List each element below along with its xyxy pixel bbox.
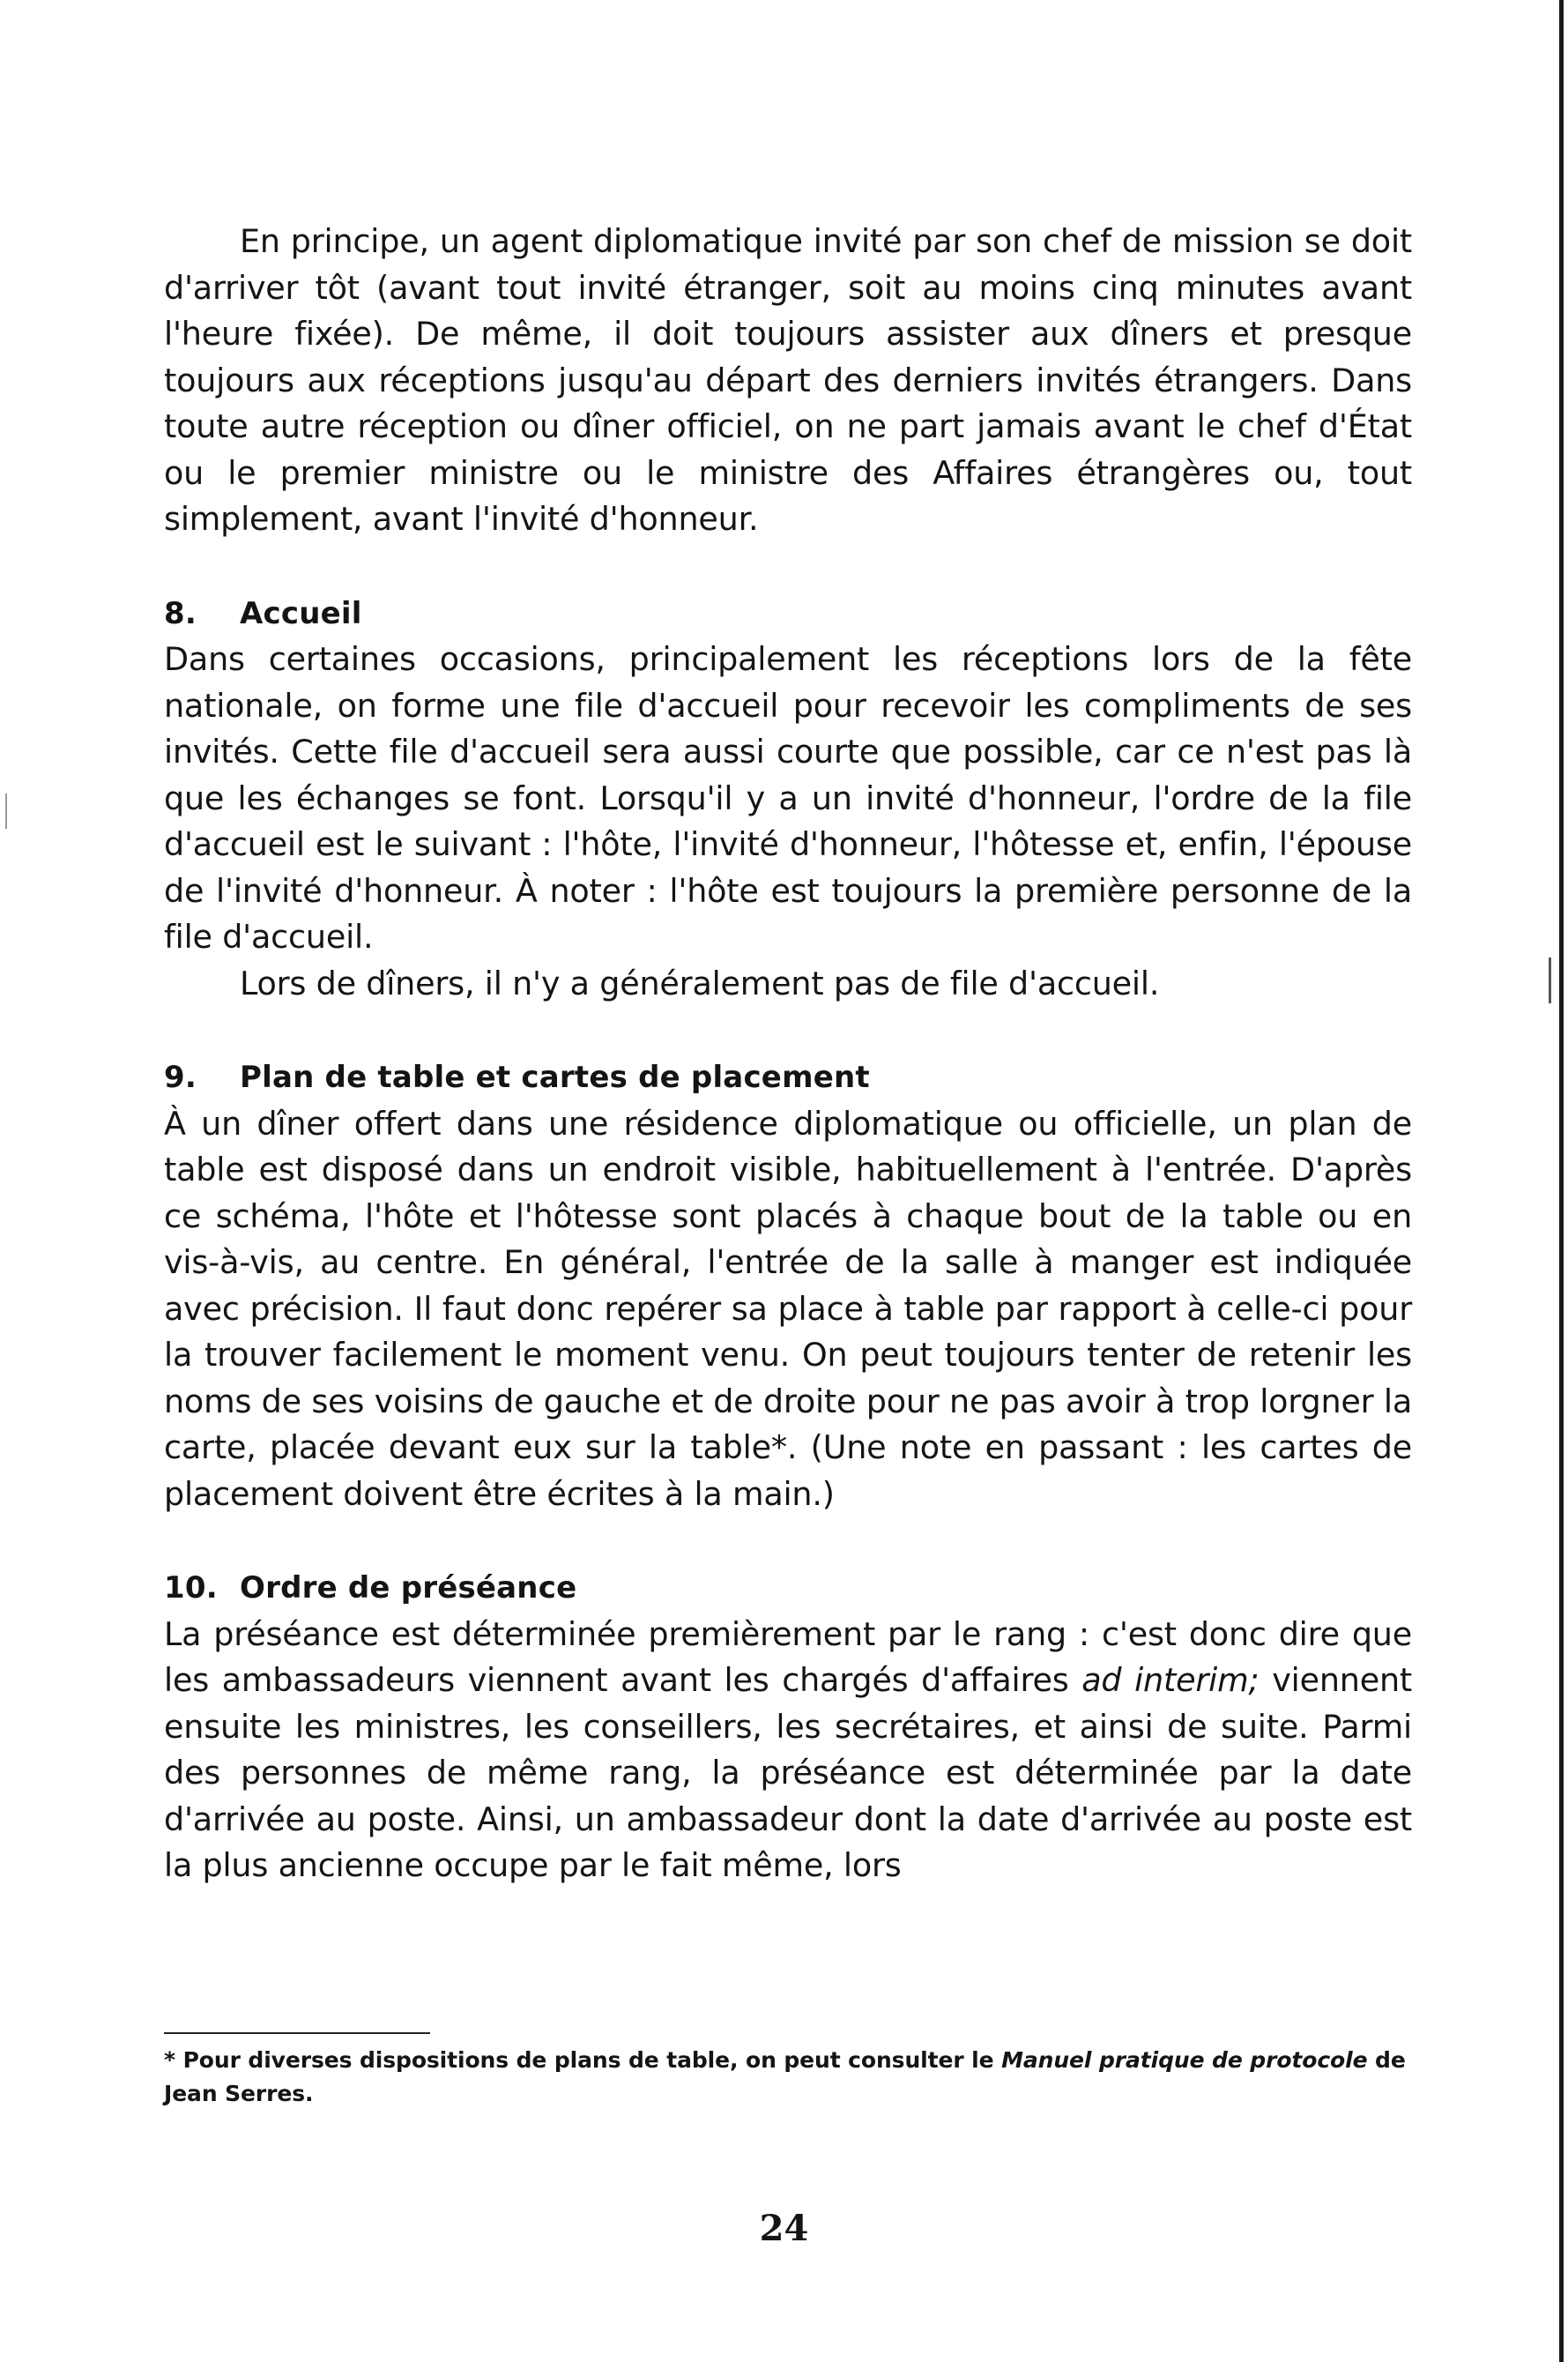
page-body (164, 219, 1412, 1937)
italic-term: ad interim; (1081, 1661, 1260, 1699)
footnote-text: Pour diverses dispositions de plans de table, on peut consulter le (175, 2047, 1002, 2073)
page-edge-line (1559, 0, 1564, 2362)
section-title: Accueil (240, 595, 362, 631)
section-ordre-de-preseance (164, 1565, 1412, 1889)
section-paragraph: À un dîner offert dans une résidence diplomatique ou officielle, un plan de table est disposé dans un endroit visible, habituellement à l'entrée. D'après ce schéma, l'hôte et l'hôtesse sont placés à chaque bout de la table ou en vis-à-vis, au centre. En général, l'entrée de la salle à manger est indiquée avec précision. Il faut donc repérer sa place à table par rapport à celle-ci pour la trouver facilement le moment venu. On peut toujours tenter de retenir les noms de ses voisins de gauche et de droite pour ne pas avoir à trop lorgner la carte, placée devant eux sur la table*. (Une note en passant : les cartes de placement doivent être écrites à la main.) (164, 1104, 1412, 1513)
section-number: 8. (164, 595, 197, 631)
section-plan-de-table (164, 1054, 1412, 1517)
section-heading (164, 591, 1412, 637)
intro-block (164, 219, 1412, 543)
section-number: 9. (164, 1060, 197, 1095)
paragraph-text: viennent ensuite les ministres, les conseillers, les secrétaires, et ainsi de suite. Parmi des personnes de même rang, la préséance est déterminée par la date d'arrivée au poste. Ainsi, un ambassadeur dont la date d'arrivée au poste est la plus ancienne occupe par le fait même, lors (164, 1661, 1413, 1884)
intro-paragraph: En principe, un agent diplomatique invité par son chef de mission se doit d'arriver tôt (avant tout invité étranger, soit au moins cinq minutes avant l'heure fixée). De même, il doit toujours assister aux dîners et presque toujours aux réceptions jusqu'au départ des derniers invités étrangers. Dans toute autre réception ou dîner officiel, on ne part jamais avant le chef d'État ou le premier ministre ou le ministre des Affaires étrangères ou, tout simplement, avant l'invité d'honneur. (164, 222, 1412, 538)
footnote-divider (164, 2032, 430, 2034)
footnote-marker: * (164, 2047, 175, 2073)
section-paragraph: Lors de dîners, il n'y a généralement pas de file d'accueil. (240, 964, 1160, 1002)
section-title: Ordre de préséance (240, 1570, 577, 1606)
section-heading (164, 1565, 1412, 1612)
section-paragraph (164, 1612, 1412, 1889)
margin-mark (5, 794, 7, 829)
section-accueil (164, 591, 1412, 1008)
footnote-book-title: Manuel pratique de protocole (1001, 2047, 1368, 2073)
paragraph-text: La préséance est déterminée premièrement par le rang : c'est donc dire que les ambassadeurs viennent avant les chargés d'affaires (164, 1614, 1412, 1699)
section-number: 10. (164, 1570, 218, 1606)
section-paragraph: Dans certaines occasions, principalement les réceptions lors de la fête nationale, on forme une file d'accueil pour recevoir les compliments de ses invités. Cette file d'accueil sera aussi courte que possible, car ce n'est pas là que les échanges se font. Lorsqu'il y a un invité d'honneur, l'ordre de la file d'accueil est le suivant : l'hôte, l'invité d'honneur, l'hôtesse et, enfin, l'épouse de l'invité d'honneur. À noter : l'hôte est toujours la première personne de la file d'accueil. (164, 640, 1412, 956)
footnote-text: de Jean Serres. (164, 2047, 1406, 2106)
section-heading (164, 1054, 1412, 1101)
margin-mark (1549, 957, 1551, 1003)
page-number: 24 (759, 2208, 809, 2249)
footnote (164, 2044, 1412, 2111)
section-title: Plan de table et cartes de placement (240, 1060, 870, 1095)
